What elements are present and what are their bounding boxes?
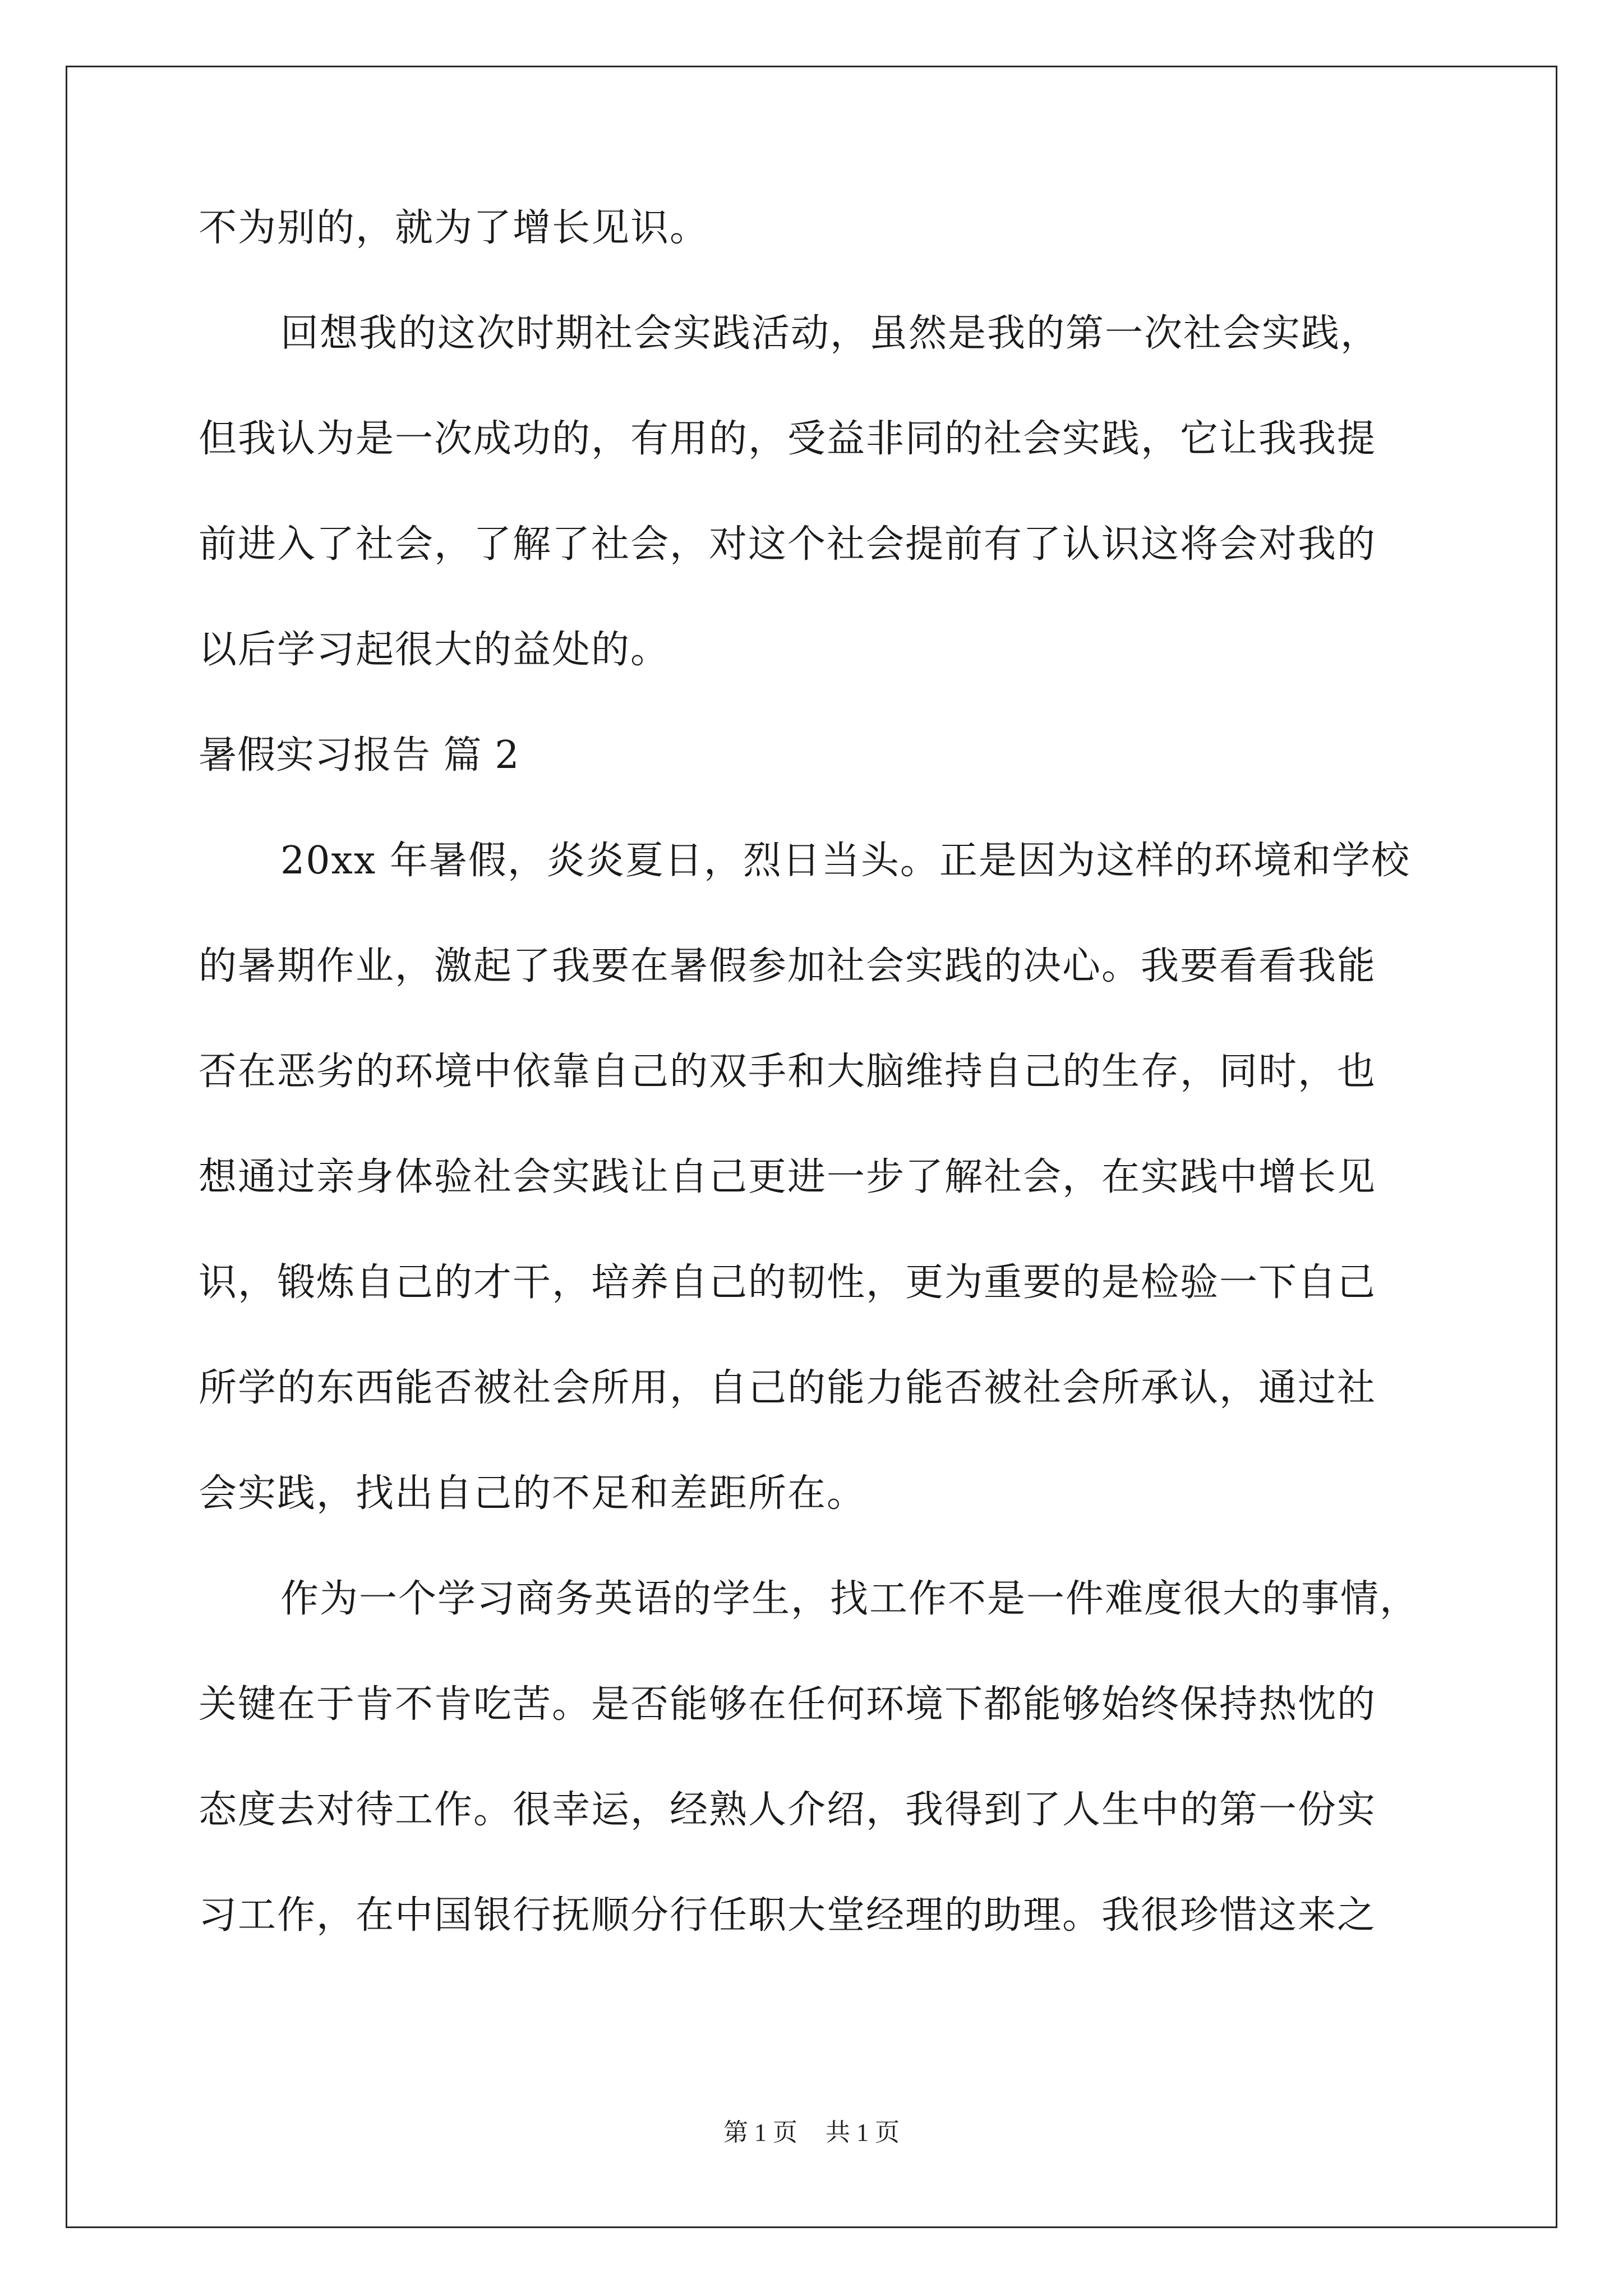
page-number-total: 共 1 页	[826, 2119, 900, 2146]
paragraph-line: 识，锻炼自己的才干，培养自己的韧性，更为重要的是检验一下自己	[199, 1260, 1377, 1305]
page-number-current: 第 1 页	[723, 2119, 797, 2146]
paragraph-line: 态度去对待工作。很幸运，经熟人介绍，我得到了人生中的第一份实	[199, 1788, 1377, 1832]
paragraph-line: 想通过亲身体验社会实践让自己更进一步了解社会，在实践中增长见	[199, 1155, 1377, 1199]
paragraph-line: 不为别的，就为了增长见识。	[199, 206, 709, 250]
paragraph-line: 但我认为是一次成功的，有用的，受益非同的社会实践，它让我我提	[199, 417, 1377, 461]
paragraph-line: 前进入了社会，了解了社会，对这个社会提前有了认识这将会对我的	[199, 522, 1377, 567]
paragraph-line: 20xx 年暑假，炎炎夏日，烈日当头。正是因为这样的环境和学校	[280, 839, 1410, 883]
document-body	[199, 202, 1444, 1995]
paragraph-line: 回想我的这次时期社会实践活动，虽然是我的第一次社会实践，	[280, 311, 1380, 356]
paragraph-line: 的暑期作业，激起了我要在暑假参加社会实践的决心。我要看看我能	[199, 944, 1377, 988]
paragraph-line: 习工作，在中国银行抚顺分行任职大堂经理的助理。我很珍惜这来之	[199, 1893, 1377, 1938]
paragraph-line: 关键在于肯不肯吃苦。是否能够在任何环境下都能够始终保持热忱的	[199, 1682, 1377, 1727]
paragraph-line: 作为一个学习商务英语的学生，找工作不是一件难度很大的事情，	[280, 1577, 1419, 1621]
paragraph-line: 否在恶劣的环境中依靠自己的双手和大脑维持自己的生存，同时，也	[199, 1050, 1377, 1094]
section-heading: 暑假实习报告 篇 2	[199, 733, 520, 777]
paragraph-line: 以后学习起很大的益处的。	[199, 628, 670, 672]
paragraph-line: 会实践，找出自己的不足和差距所在。	[199, 1471, 866, 1516]
page-footer	[0, 2112, 1623, 2148]
paragraph-line: 所学的东西能否被社会所用，自己的能力能否被社会所承认，通过社	[199, 1366, 1377, 1410]
